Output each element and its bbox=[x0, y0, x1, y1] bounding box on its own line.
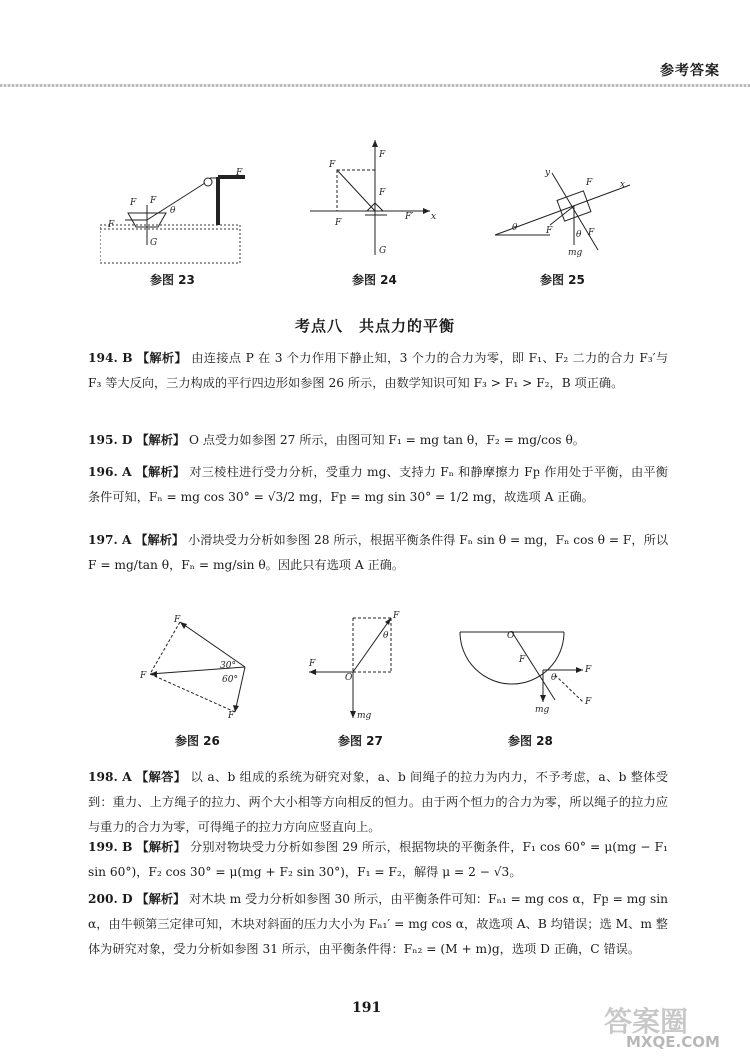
paragraph-196 bbox=[88, 460, 668, 515]
item-text: 分别对物块受力分析如参图 29 所示，根据物块的平衡条件，F₁ cos 60° = μ(mg − F₁ sin 60°)，F₂ cos 30° = μ(mg + F₂ sin 30°)，F₁ = F₂，解得 μ = 2 − √3。 bbox=[88, 840, 668, 879]
svg-text:G: G bbox=[150, 238, 158, 248]
page-number: 191 bbox=[352, 1000, 382, 1016]
paragraph-198 bbox=[88, 765, 668, 845]
svg-text:F: F bbox=[309, 659, 316, 669]
watermark-url: MXQE.COM bbox=[626, 1033, 720, 1051]
svg-text:F: F bbox=[379, 150, 386, 160]
item-text: 对木块 m 受力分析如参图 30 所示，由平衡条件可知：Fₙ₁ = mg cos α，Fբ = mg sin α，由牛顿第三定律可知，木块对斜面的压力大小为 Fₙ₁′ = mg cos α，故选项 A、B 均错误；选 M、m 整体为研究对象，受力分析如参图 31 所示，由平衡条件得：Fₙ₂ = (M + m)g，选项 D 正确，C 错误。 bbox=[88, 892, 669, 956]
item-tag: 【解析】 bbox=[136, 433, 186, 447]
item-tag: 【解析】 bbox=[136, 840, 186, 854]
caption-fig27: 参图 27 bbox=[338, 734, 383, 748]
caption-fig24: 参图 24 bbox=[352, 273, 397, 287]
svg-text:F′: F′ bbox=[405, 212, 414, 222]
svg-text:θ: θ bbox=[512, 223, 518, 233]
item-text: 对三棱柱进行受力分析，受重力 mg、支持力 Fₙ 和静摩擦力 Fբ 作用处于平衡，由平衡条件可知，Fₙ = mg cos 30° = √3/2 mg，Fբ = mg sin 30° = 1/2 mg，故选项 A 正确。 bbox=[88, 465, 668, 504]
svg-text:mg: mg bbox=[357, 711, 372, 721]
paragraph-195 bbox=[88, 428, 668, 454]
svg-text:x: x bbox=[431, 212, 437, 222]
svg-text:O: O bbox=[345, 673, 353, 683]
item-tag: 【解析】 bbox=[136, 892, 186, 906]
svg-text:F: F bbox=[585, 697, 592, 707]
caption-fig25: 参图 25 bbox=[540, 273, 585, 287]
figure-28 bbox=[455, 620, 605, 720]
item-tag: 【解析】 bbox=[136, 351, 187, 365]
item-number: 199. B bbox=[88, 840, 133, 854]
paragraph-200 bbox=[88, 887, 668, 987]
header-rule bbox=[0, 84, 750, 87]
svg-text:F: F bbox=[379, 188, 386, 198]
svg-text:F: F bbox=[329, 160, 336, 170]
item-number: 197. A bbox=[88, 533, 132, 547]
svg-text:F: F bbox=[108, 220, 115, 230]
svg-text:30°: 30° bbox=[220, 661, 236, 671]
figure-24 bbox=[305, 135, 445, 260]
figure-26 bbox=[140, 612, 260, 722]
svg-text:F: F bbox=[519, 655, 526, 665]
svg-text:F: F bbox=[130, 198, 137, 208]
item-tag: 【解答】 bbox=[136, 770, 187, 784]
figure-25 bbox=[490, 165, 640, 265]
svg-text:F: F bbox=[228, 711, 235, 721]
caption-fig28: 参图 28 bbox=[508, 734, 553, 748]
paragraph-199 bbox=[88, 835, 668, 890]
caption-fig23: 参图 23 bbox=[150, 273, 195, 287]
svg-text:F: F bbox=[588, 228, 595, 238]
caption-fig26: 参图 26 bbox=[175, 734, 220, 748]
item-number: 194. B bbox=[88, 351, 133, 365]
svg-text:F: F bbox=[585, 665, 592, 675]
svg-text:G: G bbox=[379, 246, 387, 256]
paragraph-194 bbox=[88, 346, 668, 421]
item-number: 195. D bbox=[88, 433, 133, 447]
watermark-logo: 答案圈 bbox=[604, 1005, 689, 1038]
svg-text:x: x bbox=[620, 180, 626, 190]
svg-text:θ: θ bbox=[170, 206, 176, 216]
svg-text:θ: θ bbox=[551, 673, 557, 683]
figure-23 bbox=[100, 165, 250, 265]
item-text: 以 a、b 组成的系统为研究对象，a、b 间绳子的拉力为内力，不予考虑，a、b 整体受到：重力、上方绳子的拉力、两个大小相等方向相反的恒力。由于两个恒力的合力为零，所以绳子的拉力应与重力的合力为零，可得绳子的拉力方向应竖直向上。 bbox=[88, 770, 669, 834]
item-number: 196. A bbox=[88, 465, 132, 479]
svg-text:F: F bbox=[140, 671, 147, 681]
svg-text:θ: θ bbox=[576, 230, 582, 240]
svg-text:θ: θ bbox=[383, 631, 389, 641]
header-title: 参考答案 bbox=[660, 63, 720, 79]
svg-text:F: F bbox=[546, 226, 553, 236]
item-text: O 点受力如参图 27 所示，由图可知 F₁ = mg tan θ，F₂ = mg/cos θ。 bbox=[189, 433, 585, 447]
svg-text:F: F bbox=[174, 615, 181, 625]
svg-text:60°: 60° bbox=[222, 675, 238, 685]
svg-text:y: y bbox=[545, 168, 551, 178]
section-title: 考点八 共点力的平衡 bbox=[294, 317, 455, 335]
svg-text:O: O bbox=[507, 631, 515, 641]
svg-text:F: F bbox=[586, 178, 593, 188]
svg-text:F: F bbox=[236, 168, 243, 178]
item-number: 198. A bbox=[88, 770, 132, 784]
svg-text:mg: mg bbox=[568, 248, 583, 258]
item-tag: 【解析】 bbox=[135, 533, 185, 547]
item-tag: 【解析】 bbox=[135, 465, 186, 479]
svg-text:F: F bbox=[393, 611, 400, 621]
svg-text:F: F bbox=[335, 218, 342, 228]
svg-text:F: F bbox=[150, 196, 157, 206]
paragraph-197 bbox=[88, 528, 668, 583]
item-text: 由连接点 P 在 3 个力作用下静止知，3 个力的合力为零，即 F₁、F₂ 二力的合力 F₃′与 F₃ 等大反向，三力构成的平行四边形如参图 26 所示，由数学知识可知 F₃ > F₁ > F₂，B 项正确。 bbox=[88, 351, 669, 390]
svg-text:mg: mg bbox=[535, 705, 550, 715]
item-number: 200. D bbox=[88, 892, 133, 906]
item-text: 小滑块受力分析如参图 28 所示，根据平衡条件得 Fₙ sin θ = mg，Fₙ cos θ = F，所以 F = mg/tan θ，Fₙ = mg/sin θ。因此只有选项 A 正确。 bbox=[88, 533, 669, 572]
figure-27 bbox=[305, 610, 415, 725]
